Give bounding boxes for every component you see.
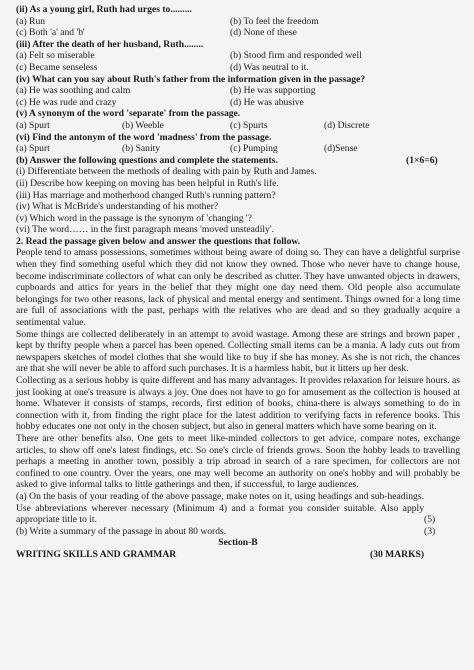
part-b-marks: (1×6=6) — [406, 154, 438, 166]
option: (b) To feel the freedom — [230, 15, 319, 27]
options-ii-row2 — [16, 27, 460, 39]
option: (b) Sanity — [122, 143, 161, 155]
option: (d) He was abusive — [230, 96, 304, 108]
option: (a) Spurt — [16, 119, 50, 131]
part-b-item: (i) Differentiate between the methods of dealing with pain by Ruth and James. — [16, 166, 317, 178]
option: (b) He was supporting — [230, 85, 316, 97]
task-a-text: (a) On the basis of your reading of the above passage, make notes on it, using headings and sub-headings. Use abbreviations wherever necessary (Minimum 4) and a format you consider suitable. Also apply appropriate title to it. — [16, 490, 424, 526]
option: (c) He was rude and crazy — [16, 96, 117, 108]
option: (d) Discrete — [324, 119, 370, 131]
passage-paragraph: People tend to amass possessions, sometimes without being aware of doing so. They can have a delightful surprise when they find something useful which they did not know they owned. Those who never have to change house, become indiscriminate collectors of what can only be described as clutter. They have unwanted objects in drawers, cupboards and attics for years in the belief that they might one day need them. Old people also accumulate belongings for two other reasons, lack of physical and mental energy and sentiment. Things owned for a long time are full of associations with the past, perhaps with the relatives who are dead and so they gradually acquire a sentimental value. — [16, 247, 460, 329]
option: (b) Stood firm and responded well — [230, 50, 362, 62]
task-b-row — [16, 526, 460, 538]
section-b-marks: (30 MARKS) — [370, 548, 425, 560]
option: (c) Pumping — [230, 143, 278, 155]
option: (d) None of these — [230, 27, 297, 39]
option: (a) He was soothing and calm — [16, 85, 131, 97]
question-iii: (iii) After the death of her husband, Ruth........ — [16, 38, 204, 50]
passage-paragraph: Collecting as a serious hobby is quite different and has many advantages. It provides relaxation for leisure hours. as just looking at one's treasure is always a joy. One does not have to go for amusement as the collection is housed at home. Whatever it consists of stamps, records, first edition of books, china-there is always something to do in connection with it, from finding the right place for the latest addition to verifying facts in reference books. This hobby educates one not only in the chosen subject, but also in general matters which have some bearing on it. — [16, 375, 460, 433]
section-b-heading: Section-B — [218, 537, 258, 549]
part-b-item: (vi) The word…… in the first paragraph means 'moved unsteadily'. — [16, 224, 274, 236]
task-b-text: (b) Write a summary of the passage in about 80 words. — [16, 525, 227, 537]
options-ii-row1 — [16, 16, 460, 28]
passage-paragraph: There are other benefits also. One gets to meet like-minded collectors to get advice, compare notes, exchange articles, to show off one's latest findings, etc. So one's circle of friends grows. Soon the hobby leads to travelling perhaps a meeting in another town, possibly a trip abroad in search of a rare specimen, for collectors are not confined to one country. Over the years, one may well become an authority on one's hobby and will probably be asked to give informal talks to little gatherings and then, if successful, to large audiences. — [16, 432, 460, 491]
options-iv-row2 — [16, 97, 460, 109]
option: (c) Became senseless — [16, 61, 98, 73]
part-b-item: (iv) What is McBride's understanding of his mother? — [16, 201, 219, 213]
question-v: (v) A synonym of the word 'separate' from the passage. — [16, 108, 241, 120]
options-vi — [16, 143, 460, 155]
option: (c) Both 'a' and 'b' — [16, 27, 85, 39]
section-b-title-row — [16, 549, 460, 561]
question-iv: (iv) What can you say about Ruth's father from the information given in the passage? — [16, 73, 366, 85]
section-2-heading: 2. Read the passage given below and answer the questions that follow. — [16, 235, 301, 247]
part-b-item: (v) Which word in the passage is the synonym of 'changing '? — [16, 212, 252, 224]
task-b-marks: (3) — [424, 525, 436, 537]
options-iv-row1 — [16, 85, 460, 97]
part-b-heading: (b) Answer the following questions and complete the statements. — [16, 154, 278, 166]
option: (d)Sense — [324, 143, 358, 155]
option: (a) Run — [16, 15, 46, 27]
option: (c) Spurts — [230, 119, 268, 131]
passage-paragraph: Some things are collected deliberately in an attempt to avoid wastage. Among these are strings and brown paper , kept by thrifty people when a parcel has been opened. Collecting small items can be a mania. A lady cuts out from newspapers sketches of model clothes that she would like to buy if she has money. As she is not rich, the chances are that she will never be able to afford such purchases. It is a harmless habit, but it litters up her desk. — [16, 328, 460, 375]
option: (a) Felt so miserable — [16, 50, 95, 62]
options-v — [16, 120, 460, 132]
part-b-heading-row — [16, 155, 460, 167]
options-iii-row2 — [16, 62, 460, 74]
part-b-item: (iii) Has marriage and motherhood changed Ruth's running pattern? — [16, 189, 276, 201]
part-b-item: (ii) Describe how keeping on moving has been helpful in Ruth's life. — [16, 177, 279, 189]
question-vi: (vi) Find the antonym of the word 'madness' from the passage. — [16, 131, 272, 143]
task-a-marks: (5) — [424, 514, 436, 526]
option: (b) Weeble — [122, 119, 164, 131]
options-iii-row1 — [16, 50, 460, 62]
option: (a) Spurt — [16, 143, 50, 155]
option: (d) Was neutral to it. — [230, 61, 309, 73]
task-a-row — [16, 491, 460, 526]
question-ii: (ii) As a young girl, Ruth had urges to......... — [16, 4, 192, 15]
section-b-title: WRITING SKILLS AND GRAMMAR — [16, 548, 177, 560]
